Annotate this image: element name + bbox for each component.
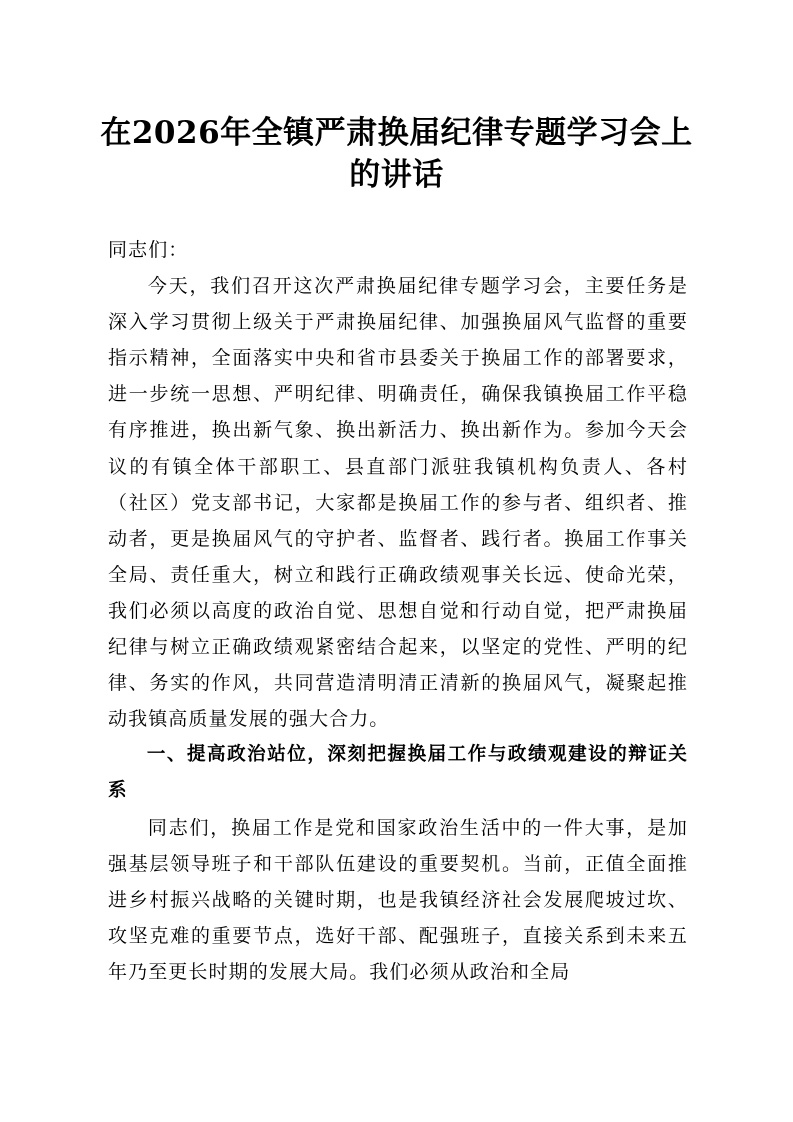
section-heading-1: 一、提高政治站位，深刻把握换届工作与政绩观建设的辩证关系 [108,744,688,802]
paragraph-opening: 今天，我们召开这次严肃换届纪律专题学习会，主要任务是深入学习贯彻上级关于严肃换届纪律、加强换届风气监督的重要指示精神，全面落实中央和省市县委关于换届工作的部署要求，进一步统一思想、严明纪律、明确责任，确保我镇换届工作平稳有序推进，换出新气象、换出新活力、换出新作为。参加今天会议的有镇全体干部职工、县直部门派驻我镇机构负责人、各村（社区）党支部书记，大家都是换届工作的参与者、组织者、推动者，更是换届风气的守护者、监督者、践行者。换届工作事关全局、责任重大，树立和践行正确政绩观事关长远、使命光荣，我们必须以高度的政治自觉、思想自觉和行动自觉，把严肃换届纪律与树立正确政绩观紧密结合起来，以坚定的党性、严明的纪律、务实的作风，共同营造清明清正清新的换届风气，凝聚起推动我镇高质量发展的强大合力。 [108,275,688,731]
paragraph-section-1: 同志们，换届工作是党和国家政治生活中的一件大事，是加强基层领导班子和干部队伍建设的重要契机。当前，正值全面推进乡村振兴战略的关键时期，也是我镇经济社会发展爬坡过坎、攻坚克难的重要节点，选好干部、配强班子，直接关系到未来五年乃至更长时期的发展大局。我们必须从政治和全局 [108,816,688,983]
document-title: 在2026年全镇严肃换届纪律专题学习会上的讲话 [100,115,693,193]
salutation: 同志们： [108,239,189,261]
document-body [108,232,688,990]
